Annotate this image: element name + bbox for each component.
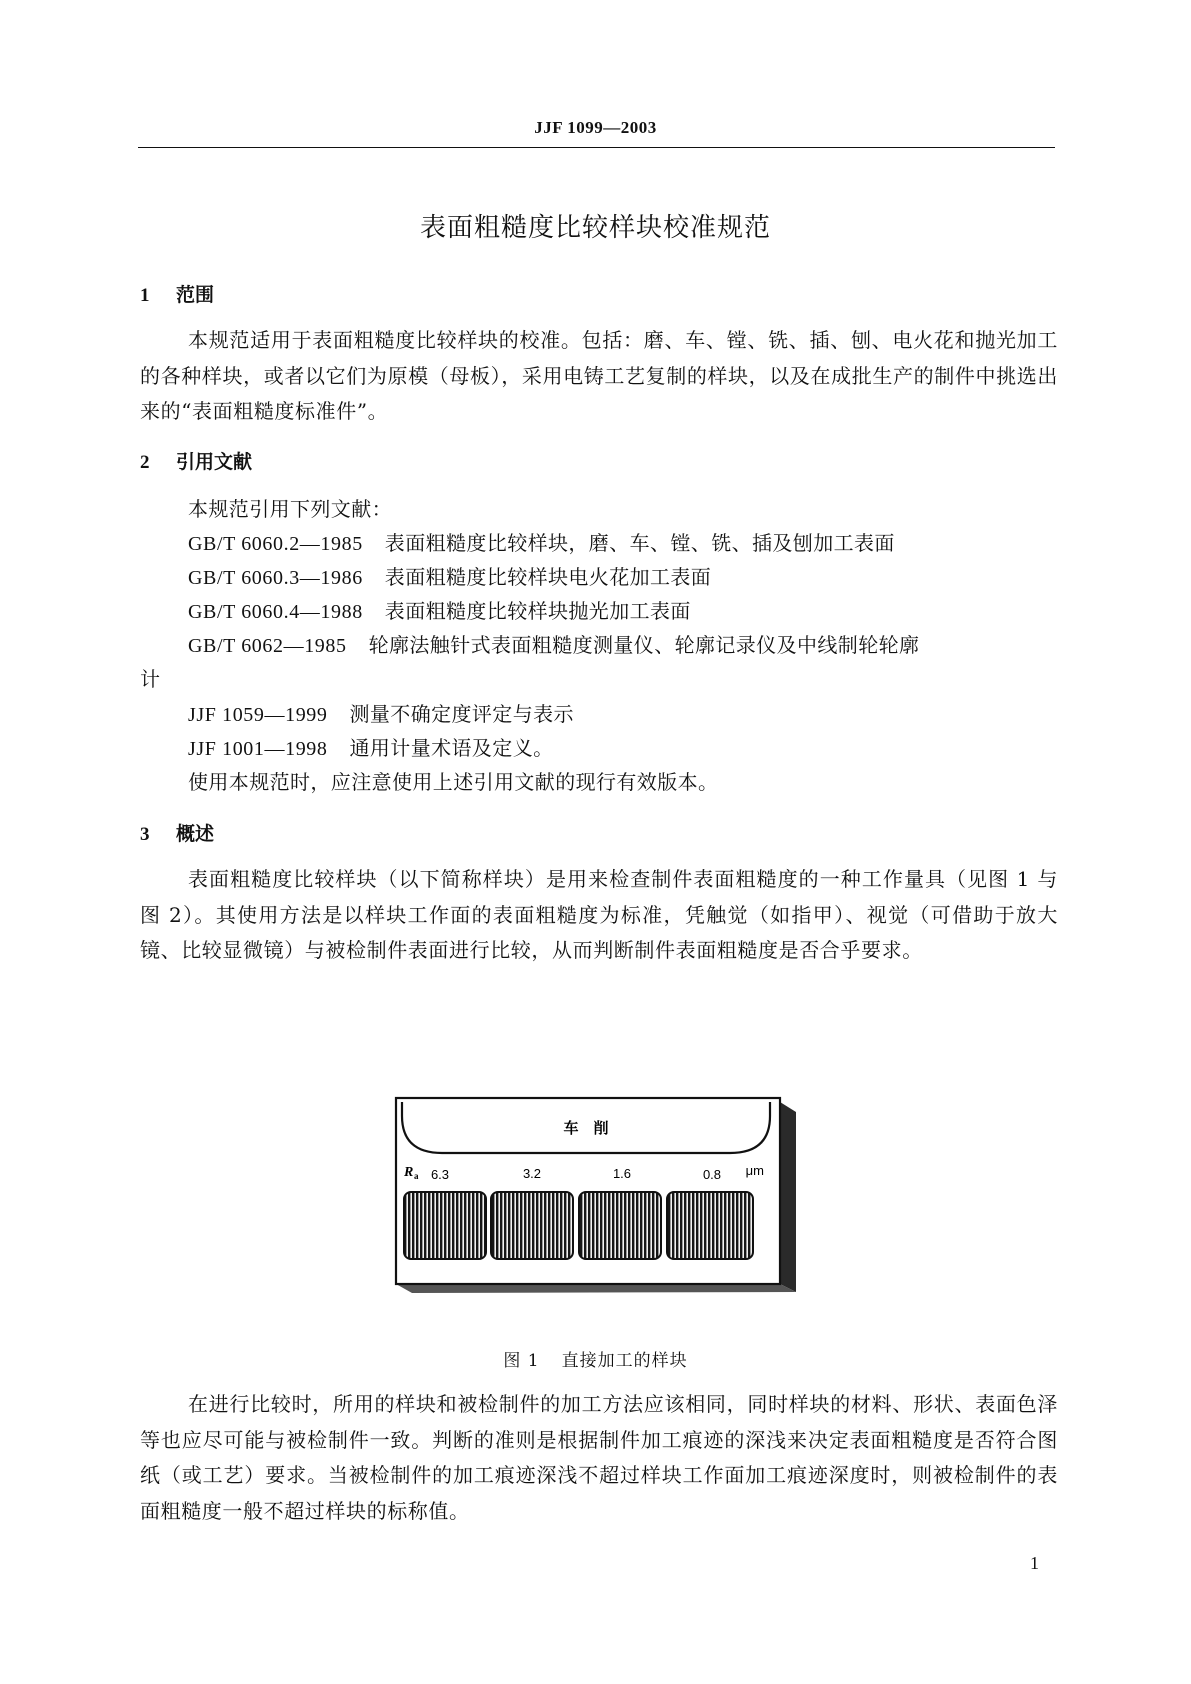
standard-code-header: JJF 1099—2003 bbox=[534, 118, 657, 137]
figure-1-caption-text: 直接加工的样块 bbox=[561, 1351, 688, 1371]
block-bottom-edge bbox=[396, 1284, 796, 1293]
reference-continuation: 计 bbox=[140, 667, 161, 691]
reference-code: GB/T 6060.3—1986 bbox=[188, 567, 363, 589]
page-number: 1 bbox=[1030, 1553, 1039, 1573]
reference-code: GB/T 6060.4—1988 bbox=[188, 601, 363, 623]
figure-label-turning: 车 削 bbox=[563, 1119, 609, 1137]
reference-item bbox=[140, 594, 691, 630]
sample-patch-3-2 bbox=[491, 1192, 573, 1259]
reference-desc: 轮廓法触针式表面粗糙度测量仪、轮廓记录仪及中线制轮轮廓 bbox=[368, 633, 920, 657]
section-3-number: 3 bbox=[140, 824, 150, 845]
section-1-paragraph: 本规范适用于表面粗糙度比较样块的校准。包括：磨、车、镗、铣、插、刨、电火花和抛光加工的各种样块，或者以它们为原模（母板），采用电铸工艺复制的样块，以及在成批生产的制件中挑选出来的“表面粗糙度标准件”。 bbox=[140, 328, 1058, 423]
figure-1-illustration bbox=[384, 1090, 809, 1305]
figure-1-number: 图 1 bbox=[503, 1351, 540, 1371]
roughness-value-label: 1.6 bbox=[612, 1166, 632, 1181]
section-1-title: 范围 bbox=[176, 284, 215, 306]
ra-subscript: a bbox=[414, 1171, 419, 1181]
reference-item bbox=[140, 628, 919, 664]
sample-patch-1-6 bbox=[579, 1192, 661, 1259]
section-3-paragraph-1: 表面粗糙度比较样块（以下简称样块）是用来检查制件表面粗糙度的一种工作量具（见图 1 与图 2）。其使用方法是以样块工作面的表面粗糙度为标准，凭触觉（如指甲）、视觉（可借助于放大镜、比较显微镜）与被检制件表面进行比较，从而判断制件表面粗糙度是否合乎要求。 bbox=[140, 867, 1058, 962]
section-2-title: 引用文献 bbox=[176, 451, 253, 473]
section-2-number: 2 bbox=[140, 452, 150, 473]
reference-desc: 通用计量术语及定义。 bbox=[349, 736, 554, 760]
reference-code: GB/T 6062—1985 bbox=[188, 635, 347, 657]
reference-desc: 表面粗糙度比较样块抛光加工表面 bbox=[384, 599, 691, 623]
references-note: 使用本规范时，应注意使用上述引用文献的现行有效版本。 bbox=[188, 770, 719, 794]
section-3-title: 概述 bbox=[176, 823, 215, 845]
reference-code: GB/T 6060.2—1985 bbox=[188, 533, 363, 555]
references-intro: 本规范引用下列文献： bbox=[188, 497, 392, 521]
reference-code: JJF 1001—1998 bbox=[188, 738, 328, 760]
document-title: 表面粗糙度比较样块校准规范 bbox=[419, 213, 771, 243]
sample-patch-6-3 bbox=[404, 1192, 486, 1259]
section-1-heading bbox=[140, 280, 214, 307]
block-side-edge bbox=[780, 1102, 796, 1292]
figure-1-caption bbox=[0, 1346, 1191, 1371]
section-1-number: 1 bbox=[140, 285, 150, 306]
header-rule bbox=[138, 147, 1055, 148]
reference-code: JJF 1059—1999 bbox=[188, 704, 328, 726]
roughness-value-label: 3.2 bbox=[522, 1166, 542, 1181]
roughness-value-label: 6.3 bbox=[430, 1167, 450, 1182]
section-2-heading bbox=[140, 447, 252, 474]
reference-item bbox=[140, 697, 574, 733]
unit-label: μm bbox=[745, 1163, 764, 1178]
reference-item bbox=[140, 560, 711, 596]
ra-symbol: R bbox=[404, 1165, 414, 1180]
reference-desc: 表面粗糙度比较样块电火花加工表面 bbox=[384, 565, 712, 589]
sample-patch-0-8 bbox=[667, 1192, 753, 1259]
reference-desc: 表面粗糙度比较样块，磨、车、镗、铣、插及刨加工表面 bbox=[384, 531, 895, 555]
reference-item bbox=[140, 731, 554, 767]
roughness-value-label: 0.8 bbox=[702, 1167, 722, 1182]
section-3-paragraph-2: 在进行比较时，所用的样块和被检制件的加工方法应该相同，同时样块的材料、形状、表面色泽等也应尽可能与被检制件一致。判断的准则是根据制件加工痕迹的深浅来决定表面粗糙度是否符合图纸（或工艺）要求。当被检制件的加工痕迹深浅不超过样块工作面加工痕迹深度时，则被检制件的表面粗糙度一般不超过样块的标称值。 bbox=[140, 1392, 1058, 1523]
section-3-heading bbox=[140, 819, 214, 846]
reference-item bbox=[140, 526, 895, 562]
reference-desc: 测量不确定度评定与表示 bbox=[349, 702, 574, 726]
